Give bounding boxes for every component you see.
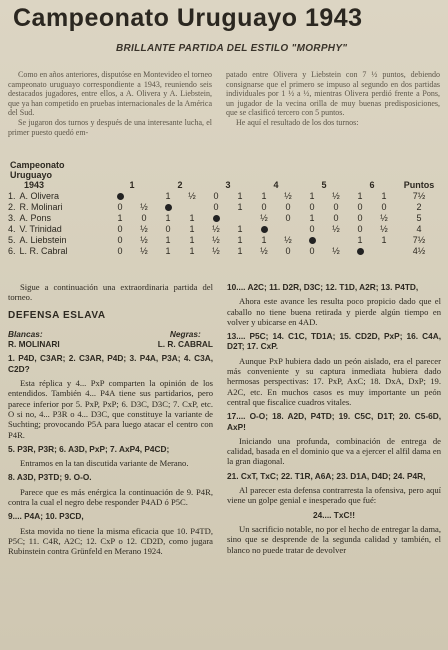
score-cell: ½ — [140, 223, 148, 234]
column-header: 2 — [177, 180, 183, 190]
self-match-cell — [300, 234, 324, 245]
commentary-paragraph: Al parecer esta defensa contrarresta la ofensiva, pero aquí viene un golpe genial e inesperado que fué: — [227, 485, 441, 506]
commentary-paragraph: Esta réplica y 4... PxP comparten la opinión de los entendidos. También 4... P4A tiene sus partidarios, pero parece inferior por 5. PxP, PxP; 6. D3C, D3C; 7. CxP, etc. O si no, 4... P3R o 4... D3C, que constituye la variante de Suchting; provocando P5A para luego atacar el centro con P4R. — [8, 378, 213, 440]
crosstable-header-line: 1943 — [24, 180, 45, 190]
self-match-dot-icon — [357, 248, 364, 255]
crosstable-header-row — [6, 160, 442, 190]
score-cell: ½ — [188, 190, 196, 201]
self-match-cell — [348, 245, 372, 256]
article-column-left — [8, 282, 213, 561]
commentary-paragraph: Un sacrificio notable, no por el hecho de entregar la dama, sino que se desprende de la segunda calidad y también, el blanco no puede tratar de devolver — [227, 523, 441, 555]
black-player — [158, 329, 213, 350]
self-match-dot-icon — [165, 204, 172, 211]
player-number: 3. — [8, 212, 16, 223]
score-cell: 0 — [117, 201, 123, 212]
opening-heading: DEFENSA ESLAVA — [8, 309, 106, 321]
score-cell: ½ — [212, 234, 220, 245]
score-cell: 1 — [165, 245, 171, 256]
score-cell: 1 — [237, 223, 243, 234]
score-cell: 0 — [381, 201, 387, 212]
crosstable-row — [6, 223, 442, 234]
score-cell: 1 — [237, 245, 243, 256]
intro-paragraph: Se jugaron dos turnos y después de una interesante lucha, el primer puesto quedó em- — [8, 117, 212, 137]
score-cell — [132, 190, 156, 201]
lead-paragraph: Sigue a continuación una extraordinaria partida del torneo. — [8, 282, 213, 303]
player-name: L. R. Cabral — [19, 245, 68, 256]
score-cell: 1 — [165, 190, 171, 201]
intro-column-right — [226, 70, 440, 128]
article-subtitle: BRILLANTE PARTIDA DEL ESTILO "MORPHY" — [116, 43, 348, 54]
score-cell: 1 — [381, 190, 387, 201]
self-match-dot-icon — [117, 193, 124, 200]
player-name-cell — [6, 223, 108, 234]
score-cell: 1 — [261, 190, 267, 201]
players-line — [8, 329, 213, 350]
player-name-cell — [6, 212, 108, 223]
player-name: V. Trinidad — [19, 223, 62, 234]
score-cell: ½ — [332, 245, 340, 256]
player-number: 2. — [8, 201, 16, 212]
crosstable-corner-header — [6, 160, 108, 190]
self-match-cell — [156, 201, 180, 212]
score-cell: 0 — [117, 234, 123, 245]
score-cell: ½ — [212, 245, 220, 256]
score-cell: 1 — [261, 234, 267, 245]
score-cell: 1 — [189, 212, 195, 223]
player-name-cell — [6, 245, 108, 256]
score-cell: 1 — [357, 234, 363, 245]
points-cell: 7½ — [412, 234, 426, 245]
move-line: 21. CxT, TxC; 22. T1R, A6A; 23. D1A, D4D; 24. P4R, — [227, 470, 426, 481]
column-header: 5 — [321, 180, 327, 190]
column-header: 1 — [129, 180, 135, 190]
score-cell: 0 — [165, 223, 171, 234]
self-match-cell — [108, 190, 132, 201]
score-cell: ½ — [380, 212, 388, 223]
score-cell: ½ — [284, 234, 292, 245]
white-player — [8, 329, 60, 350]
score-cell: ½ — [260, 245, 268, 256]
move-line: 9.... P4A; 10. P3CD, — [8, 511, 84, 522]
move-line: 13.... P5C; 14. C1C, TD1A; 15. CD2D, PxP; 16. C4A, D2T; 17. CxP. — [227, 331, 441, 352]
score-cell — [324, 234, 348, 245]
score-cell: 1 — [237, 234, 243, 245]
self-match-cell — [252, 223, 276, 234]
score-cell: 1 — [237, 201, 243, 212]
score-cell: 0 — [141, 212, 147, 223]
commentary-paragraph: Parece que es más enérgica la continuación de 9. P4R, contra la cual el negro debe responder P4AD ó P5C. — [8, 486, 213, 508]
self-match-dot-icon — [213, 215, 220, 222]
score-cell: ½ — [332, 190, 340, 201]
self-match-dot-icon — [261, 226, 268, 233]
score-cell: 1 — [165, 212, 171, 223]
score-cell: 1 — [237, 190, 243, 201]
score-cell: ½ — [212, 223, 220, 234]
column-header: 4 — [273, 180, 279, 190]
score-cell: ½ — [140, 234, 148, 245]
black-name: L. R. CABRAL — [157, 339, 213, 350]
score-cell: 0 — [357, 223, 363, 234]
score-cell: 0 — [117, 245, 123, 256]
score-cell: 0 — [309, 245, 315, 256]
player-name-cell — [6, 201, 108, 212]
player-name-cell — [6, 234, 108, 245]
intro-paragraph: He aquí el resultado de los dos turnos: — [236, 117, 359, 127]
score-cell: 1 — [189, 245, 195, 256]
score-cell: 1 — [381, 234, 387, 245]
commentary-paragraph: Aunque PxP hubiera dado un peón aislado, era el parecer más conveniente y su captura inmediata hubiera dado hermosas perspectivas: 17. PxP, AxC; 18. DxA, DxP; 19. A2C, etc. En muchos casos es muy importante un peón central que fiscalice cuadros vitales. — [227, 355, 441, 407]
score-cell: 0 — [285, 201, 291, 212]
score-cell: 0 — [333, 212, 339, 223]
player-number: 4. — [8, 223, 16, 234]
crosstable-row — [6, 190, 442, 201]
score-cell: ½ — [284, 190, 292, 201]
score-cell: 1 — [189, 234, 195, 245]
page-title: Campeonato Uruguayo 1943 — [13, 4, 363, 32]
score-cell: 1 — [357, 190, 363, 201]
score-cell: 0 — [309, 223, 315, 234]
points-header: Puntos — [403, 180, 435, 190]
score-cell: ½ — [260, 212, 268, 223]
points-cell: 4 — [416, 223, 422, 234]
move-line: 24.... TxC!! — [313, 509, 355, 520]
crosstable-row — [6, 245, 442, 256]
crosstable-row — [6, 201, 442, 212]
move-line: 8. A3D, P3TD; 9. O-O. — [8, 472, 92, 483]
score-cell: 0 — [213, 201, 219, 212]
player-number: 5. — [8, 234, 16, 245]
score-cell: 1 — [309, 212, 315, 223]
player-number: 1. — [8, 190, 16, 201]
score-cell — [228, 212, 252, 223]
player-name: A. Olivera — [19, 190, 60, 201]
score-cell: ½ — [140, 201, 148, 212]
score-cell: 0 — [261, 201, 267, 212]
score-cell: 0 — [285, 212, 291, 223]
commentary-paragraph: Entramos en la tan discutida variante de Merano. — [20, 458, 189, 469]
points-cell: 7½ — [412, 190, 426, 201]
score-cell — [276, 223, 300, 234]
score-cell: 1 — [189, 223, 195, 234]
score-cell — [180, 201, 204, 212]
score-cell: 0 — [357, 201, 363, 212]
crosstable-body — [6, 190, 442, 256]
crosstable-header-line: Campeonato — [10, 160, 65, 170]
self-match-cell — [204, 212, 228, 223]
score-cell: 0 — [285, 245, 291, 256]
score-cell: 0 — [333, 201, 339, 212]
self-match-dot-icon — [309, 237, 316, 244]
white-label: Blancas: — [8, 328, 43, 339]
intro-paragraph: Como en años anteriores, disputóse en Montevideo el torneo campeonato uruguayo correspondiente a 1943, reuniendo seis destacados jugadores, entre ellos, a A. Olivera y A. Liebstein, que ya han competido en pruebas internacionales de la América del Sud. — [8, 70, 212, 118]
column-header: 6 — [369, 180, 375, 190]
column-header: 3 — [225, 180, 231, 190]
score-cell: ½ — [332, 223, 340, 234]
score-cell: 1 — [309, 190, 315, 201]
move-line: 17.... O-O; 18. A2D, P4TD; 19. C5C, D1T; 20. C5-6D, AxP! — [227, 411, 441, 432]
intro-column-left — [8, 70, 212, 137]
commentary-paragraph: Esta movida no tiene la misma eficacia que 10. P4TD, P5C; 11. C4R, A2C; 12. CxP o 12. CD2D, como jugara Rubinstein contra Grünfeld en Merano 1924. — [8, 525, 213, 557]
results-crosstable — [6, 160, 442, 256]
player-name: R. Molinari — [19, 201, 63, 212]
score-cell: 0 — [357, 212, 363, 223]
score-cell: 0 — [309, 201, 315, 212]
crosstable-header-line: Uruguayo — [10, 170, 53, 180]
commentary-paragraph: Ahora este avance les resulta poco propicio dado que el caballo no tiene buena retirada y pierde algún tiempo en volver y ubicarse en 4AD. — [227, 296, 441, 327]
score-cell — [372, 245, 396, 256]
score-cell: 1 — [117, 212, 123, 223]
black-label: Negras: — [169, 328, 201, 339]
crosstable-row — [6, 234, 442, 245]
article-column-right — [227, 282, 441, 559]
move-line: 5. P3R, P3R; 6. A3D, PxP; 7. AxP4, P4CD; — [8, 443, 170, 454]
points-cell: 2 — [416, 201, 422, 212]
score-cell: ½ — [140, 245, 148, 256]
score-cell: 0 — [117, 223, 123, 234]
move-line: 1. P4D, C3AR; 2. C3AR, P4D; 3. P4A, P3A; 4. C3A, C2D? — [8, 353, 213, 374]
score-cell: 1 — [165, 234, 171, 245]
crosstable-row — [6, 212, 442, 223]
player-name: A. Pons — [19, 212, 52, 223]
player-name-cell — [6, 190, 108, 201]
player-name: A. Liebstein — [19, 234, 67, 245]
points-cell: 4½ — [412, 245, 426, 256]
commentary-paragraph: Iniciando una profunda, combinación de entrega de calidad, basada en el dominio que va a ejercer el alfil dama en la gran diagonal. — [227, 435, 441, 467]
score-cell: 0 — [213, 190, 219, 201]
move-line: 10.... A2C; 11. D2R, D3C; 12. T1D, A2R; 13. P4TD, — [227, 282, 419, 292]
intro-paragraph: patado entre Olivera y Liebstein con 7 ½ puntos, debiendo consignarse que el primero se impuso al segundo en dos partidas individuales por 1 ½ a ½, mientras Olivera perdió frente a Pons, un jugador de la vecina orilla de muy buenas predisposiciones, que se clasificó tercero con 5 puntos. — [226, 70, 440, 118]
player-number: 6. — [8, 245, 16, 256]
white-name: R. MOLINARI — [8, 339, 60, 350]
points-cell: 5 — [416, 212, 422, 223]
score-cell: ½ — [380, 223, 388, 234]
